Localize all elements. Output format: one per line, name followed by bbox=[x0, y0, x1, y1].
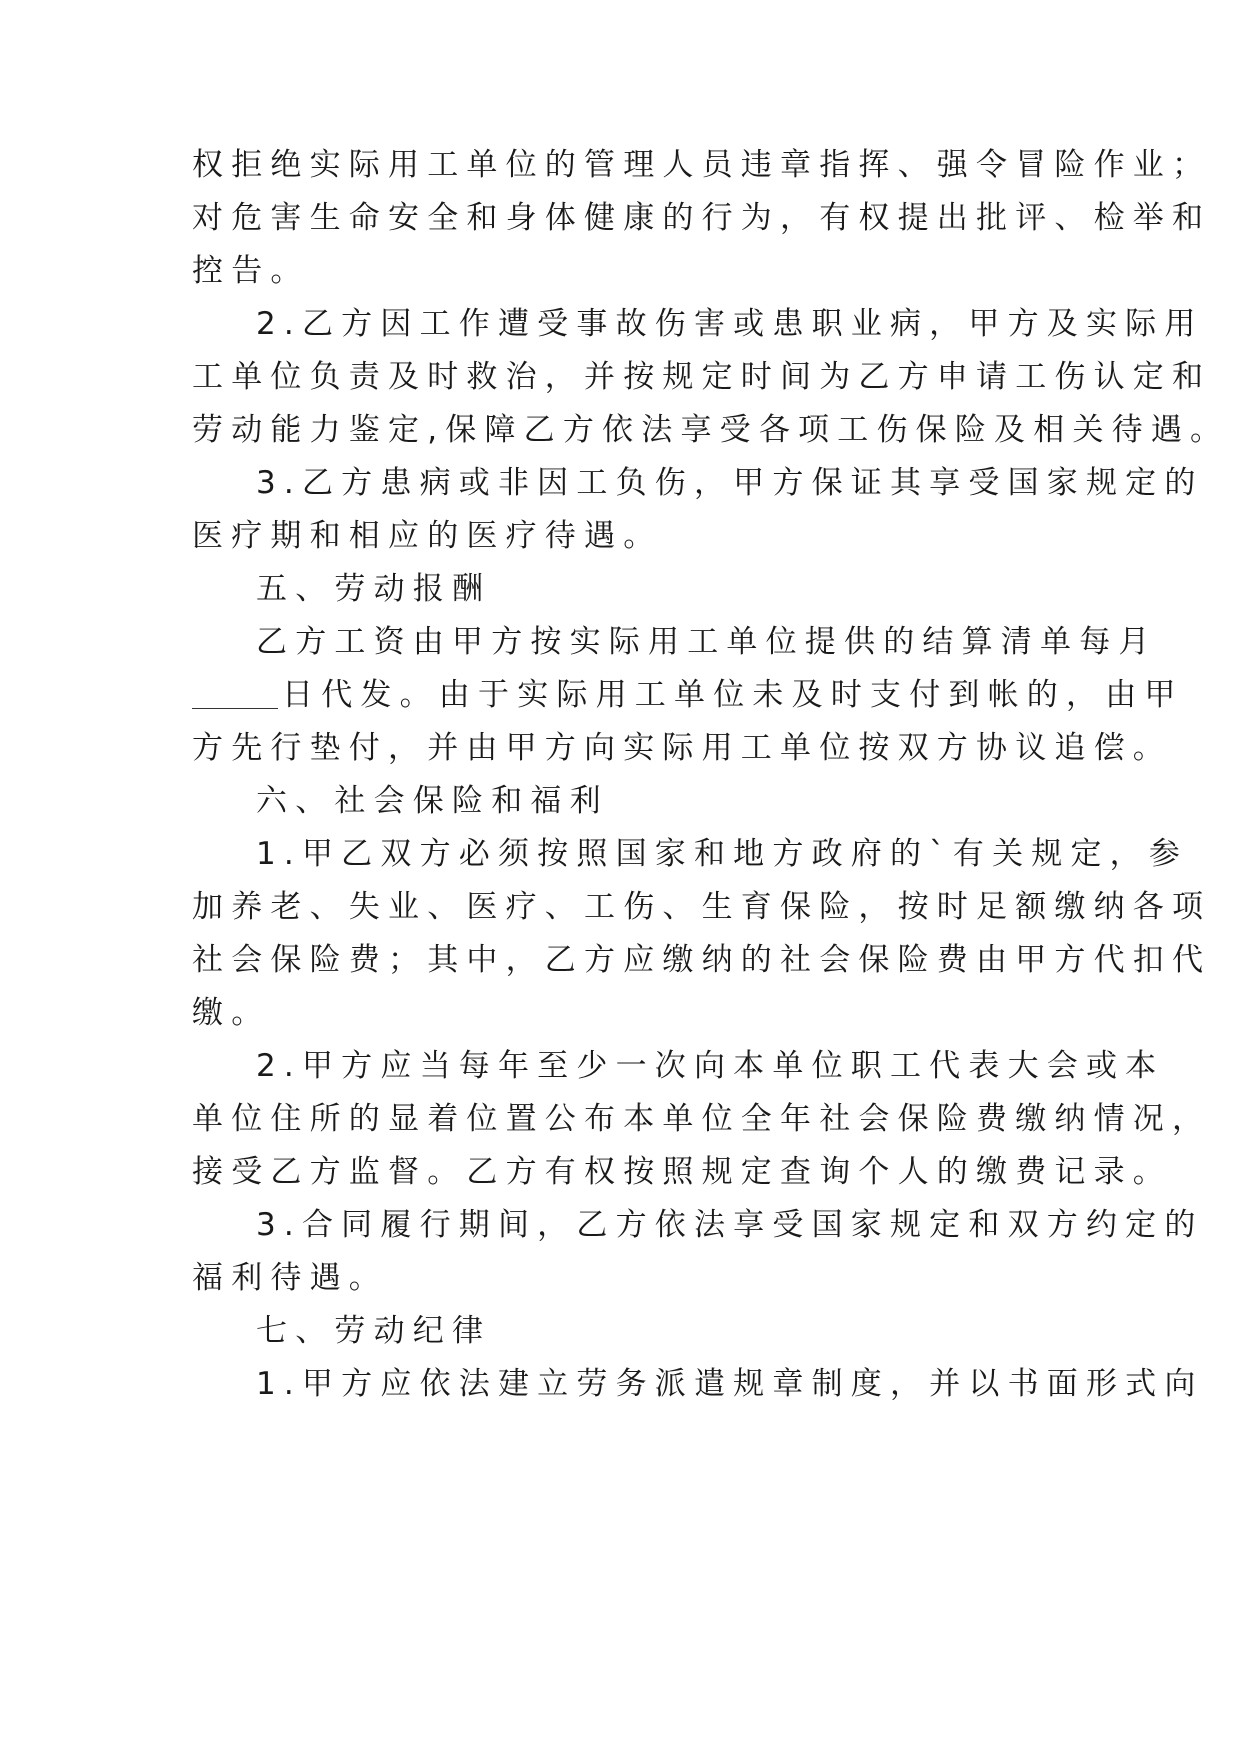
text-line: 对危害生命安全和身体健康的行为，有权提出批评、检举和 bbox=[192, 200, 1212, 236]
section-heading: 七、劳动纪律 bbox=[256, 1313, 492, 1349]
text-line: 3.乙方患病或非因工负伤，甲方保证其享受国家规定的 bbox=[256, 465, 1204, 501]
text-line: 缴。 bbox=[192, 995, 271, 1031]
text-line: 2.甲方应当每年至少一次向本单位职工代表大会或本 bbox=[256, 1048, 1165, 1084]
text-line: 2.乙方因工作遭受事故伤害或患职业病，甲方及实际用 bbox=[256, 306, 1204, 342]
text-line: 接受乙方监督。乙方有权按照规定查询个人的缴费记录。 bbox=[192, 1154, 1172, 1190]
text-line: 1.甲乙双方必须按照国家和地方政府的`有关规定，参 bbox=[256, 836, 1189, 872]
text-line: 劳动能力鉴定,保障乙方依法享受各项工伤保险及相关待遇。 bbox=[192, 412, 1230, 448]
text-line: 社会保险费；其中，乙方应缴纳的社会保险费由甲方代扣代 bbox=[192, 942, 1212, 978]
text-line: 工单位负责及时救治，并按规定时间为乙方申请工伤认定和 bbox=[192, 359, 1212, 395]
text-line: 单位住所的显着位置公布本单位全年社会保险费缴纳情况， bbox=[192, 1101, 1212, 1137]
text-line: 福利待遇。 bbox=[192, 1260, 388, 1296]
text-line-continuation: 日代发。由于实际用工单位未及时支付到帐的，由甲 bbox=[282, 677, 1184, 713]
text-line: 方先行垫付，并由甲方向实际用工单位按双方协议追偿。 bbox=[192, 730, 1172, 766]
text-line: 3.合同履行期间，乙方依法享受国家规定和双方约定的 bbox=[256, 1207, 1204, 1243]
text-line: 控告。 bbox=[192, 253, 310, 289]
text-line: 乙方工资由甲方按实际用工单位提供的结算清单每月 bbox=[256, 624, 1158, 660]
text-line: 医疗期和相应的医疗待遇。 bbox=[192, 518, 663, 554]
text-line: 权拒绝实际用工单位的管理人员违章指挥、强令冒险作业； bbox=[192, 147, 1212, 183]
section-heading: 五、劳动报酬 bbox=[256, 571, 492, 607]
section-heading: 六、社会保险和福利 bbox=[256, 783, 609, 819]
text-line: 加养老、失业、医疗、工伤、生育保险，按时足额缴纳各项 bbox=[192, 889, 1212, 925]
text-line: 1.甲方应依法建立劳务派遣规章制度，并以书面形式向 bbox=[256, 1366, 1204, 1402]
fill-in-blank bbox=[192, 678, 278, 709]
text-line-with-blank bbox=[192, 666, 1184, 724]
